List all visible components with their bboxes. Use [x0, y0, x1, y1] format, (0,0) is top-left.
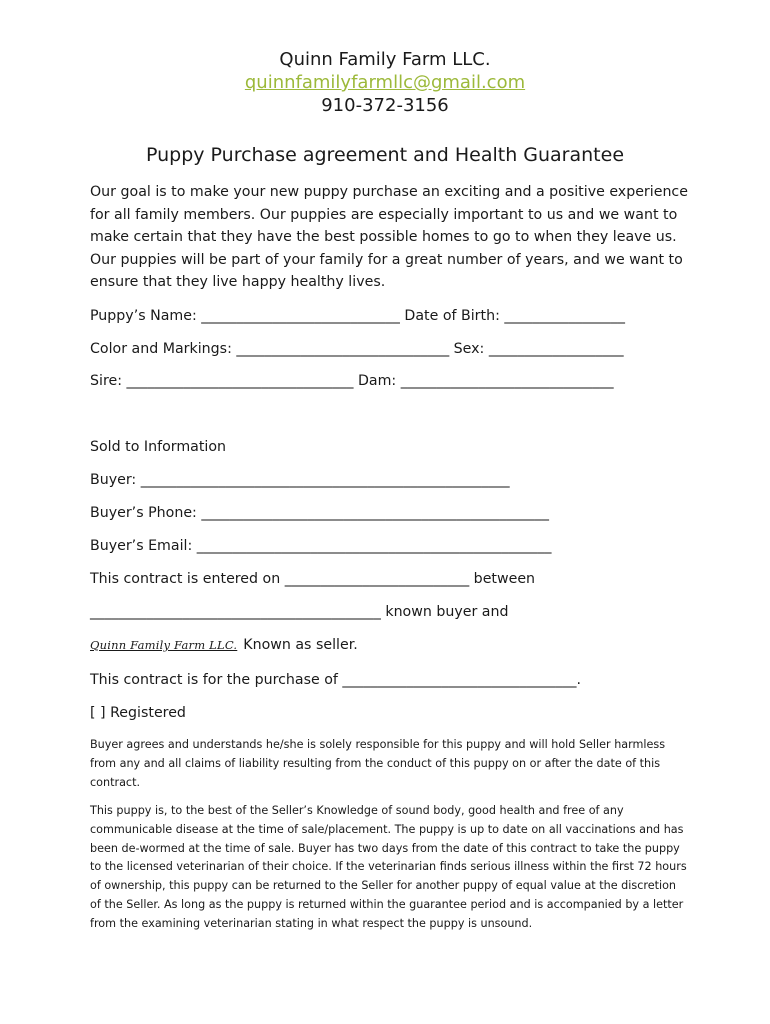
- registered-checkbox[interactable]: [ ] Registered: [90, 705, 186, 721]
- health-text: This puppy is, to the best of the Seller’s Knowledge of sound body, good health and free of any communicable disease at the time of sale/placement. The puppy is up to date on all vaccinations and has been de-wormed at the time of sale. Buyer has two days from the date of this contract to take the puppy to the licensed veterinarian of their choice. If the veterinarian finds serious illness within the first 72 hours of ownership, this puppy can be returned to the Seller for another puppy of equal value at the discretion of the Seller. As long as the puppy is returned within the guarantee period and is accompanied by a letter from the examining veterinarian stating in what respect the puppy is unsound.: [90, 804, 687, 930]
- buyer-line[interactable]: Buyer: ____________________________________________________: [90, 472, 510, 488]
- seller-name-handwritten: Quinn Family Farm LLC.: [90, 638, 238, 652]
- known-seller-text: Known as seller.: [243, 637, 358, 653]
- puppy-name-dob-line[interactable]: Puppy’s Name: ____________________________ Date of Birth: _________________: [90, 308, 625, 324]
- document-title: Puppy Purchase agreement and Health Guarantee: [145, 144, 625, 166]
- intro-paragraph: Our goal is to make your new puppy purchase an exciting and a positive experience for all family members. Our puppies are especially important to us and we want to make certain that they have the best possible homes to go to when they leave us. Our puppies will be part of your family for a great number of years, and we want to ensure that they live happy healthy lives.: [90, 184, 688, 290]
- liability-paragraph: [90, 736, 690, 792]
- seller-line: [90, 636, 358, 654]
- known-buyer-line[interactable]: _________________________________________ known buyer and: [90, 604, 509, 620]
- email-link[interactable]: quinnfamilyfarmllc@gmail.com: [244, 72, 526, 93]
- buyer-phone-line[interactable]: Buyer’s Phone: _________________________________________________: [90, 505, 549, 521]
- sire-dam-line[interactable]: Sire: ________________________________ Dam: ______________________________: [90, 373, 614, 389]
- purchase-line[interactable]: This contract is for the purchase of _________________________________.: [90, 672, 582, 688]
- sold-to-heading: Sold to Information: [90, 439, 227, 455]
- health-paragraph: [90, 802, 690, 934]
- phone-number: 910-372-3156: [321, 95, 449, 116]
- color-sex-line[interactable]: Color and Markings: ______________________________ Sex: ___________________: [90, 341, 624, 357]
- buyer-email-line[interactable]: Buyer’s Email: __________________________________________________: [90, 538, 552, 554]
- company-name: Quinn Family Farm LLC.: [279, 49, 491, 70]
- liability-text: Buyer agrees and understands he/she is solely responsible for this puppy and will hold Seller harmless from any and all claims of liability resulting from the conduct of this puppy on or after the date of this contract.: [90, 738, 666, 789]
- contract-date-line[interactable]: This contract is entered on __________________________ between: [90, 571, 536, 587]
- letterhead: [0, 48, 770, 117]
